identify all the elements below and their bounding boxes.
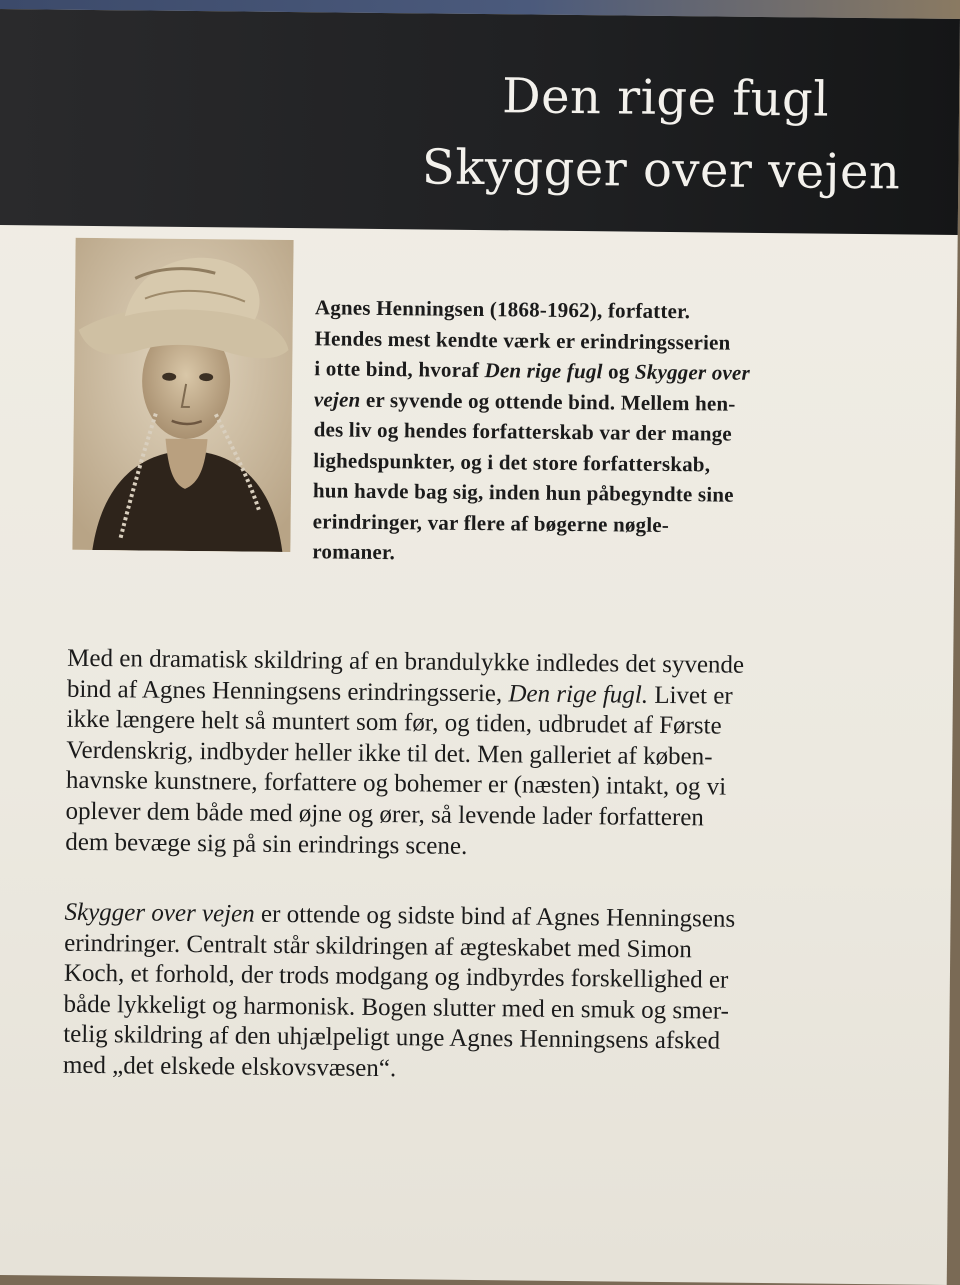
title-line-1: Den rige fugl [501,68,830,128]
bio-title-2: Skygger over [634,359,751,385]
title-line-2: Skygger over vejen [421,139,901,201]
bio-title-1: Den rige fugl [484,358,603,384]
paragraph-text: Livet er [647,681,733,710]
paragraph-line: både lykkeligt og harmonisk. Bogen slutter med en smuk og smer- [63,990,730,1025]
paragraph-line: ikke længere helt så muntert som før, og tiden, udbrudet af Første [66,705,722,740]
bio-text: og [602,359,636,384]
paragraph-line: erindringer. Centralt står skildringen af ægteskabet med Simon [64,929,692,963]
bio-line: romaner. [312,539,396,565]
bio-line: Hendes mest kendte værk er erindringsserien [314,325,731,355]
bio-line: lighedspunkter, og i det store forfatterskab, [313,447,711,476]
paragraph-line: telig skildring af den uhjælpeligt unge Agnes Henningsens afsked [63,1021,721,1055]
paragraph-line: Koch, et forhold, der trods modgang og indbyrdes forskellighed er [63,959,729,994]
bio-line: hun havde bag sig, inden hun påbegyndte sine [312,478,734,507]
paragraph-text: er ottende og sidste bind af Agnes Henningsens [254,900,736,933]
author-bio [312,292,905,573]
paragraph-line: med „det elskede elskovsvæsen“. [62,1051,397,1083]
paragraph-line: havnske kunstnere, forfattere og bohemer er (næsten) intakt, og vi [65,767,727,801]
book-title-ref: Den rige fugl. [508,679,649,709]
book-title-ref: Skygger over vejen [64,898,255,928]
bio-line: des liv og hendes forfatterskab var der mange [313,417,733,446]
author-portrait [72,238,293,552]
bio-line: erindringer, var flere af bøgerne nøgle- [312,508,670,537]
bio-line: Agnes Henningsen (1868-1962), forfatter. [314,295,691,324]
description-paragraph-1 [65,644,907,867]
author-portrait-image [72,238,293,552]
bio-text: i otte bind, hvoraf [314,356,485,383]
paragraph-text: bind af Agnes Henningsens erindringsserie, [66,675,509,707]
paragraph-line: Verdenskrig, indbyder heller ikke til det. Men galleriet af køben- [66,736,713,771]
paragraph-line: Med en dramatisk skildring af en brandulykke indledes det syvende [67,644,745,679]
book-back-cover [0,9,960,1285]
paragraph-line: oplever dem både med øjne og ører, så levende lader forfatteren [65,797,705,832]
bio-title-2-cont: vejen [313,386,361,412]
title-band [0,9,960,235]
paragraph-line: dem bevæge sig på sin erindrings scene. [65,828,468,860]
bio-text: er syvende og ottende bind. Mellem hen- [360,387,736,416]
description-paragraph-2 [63,898,905,1090]
